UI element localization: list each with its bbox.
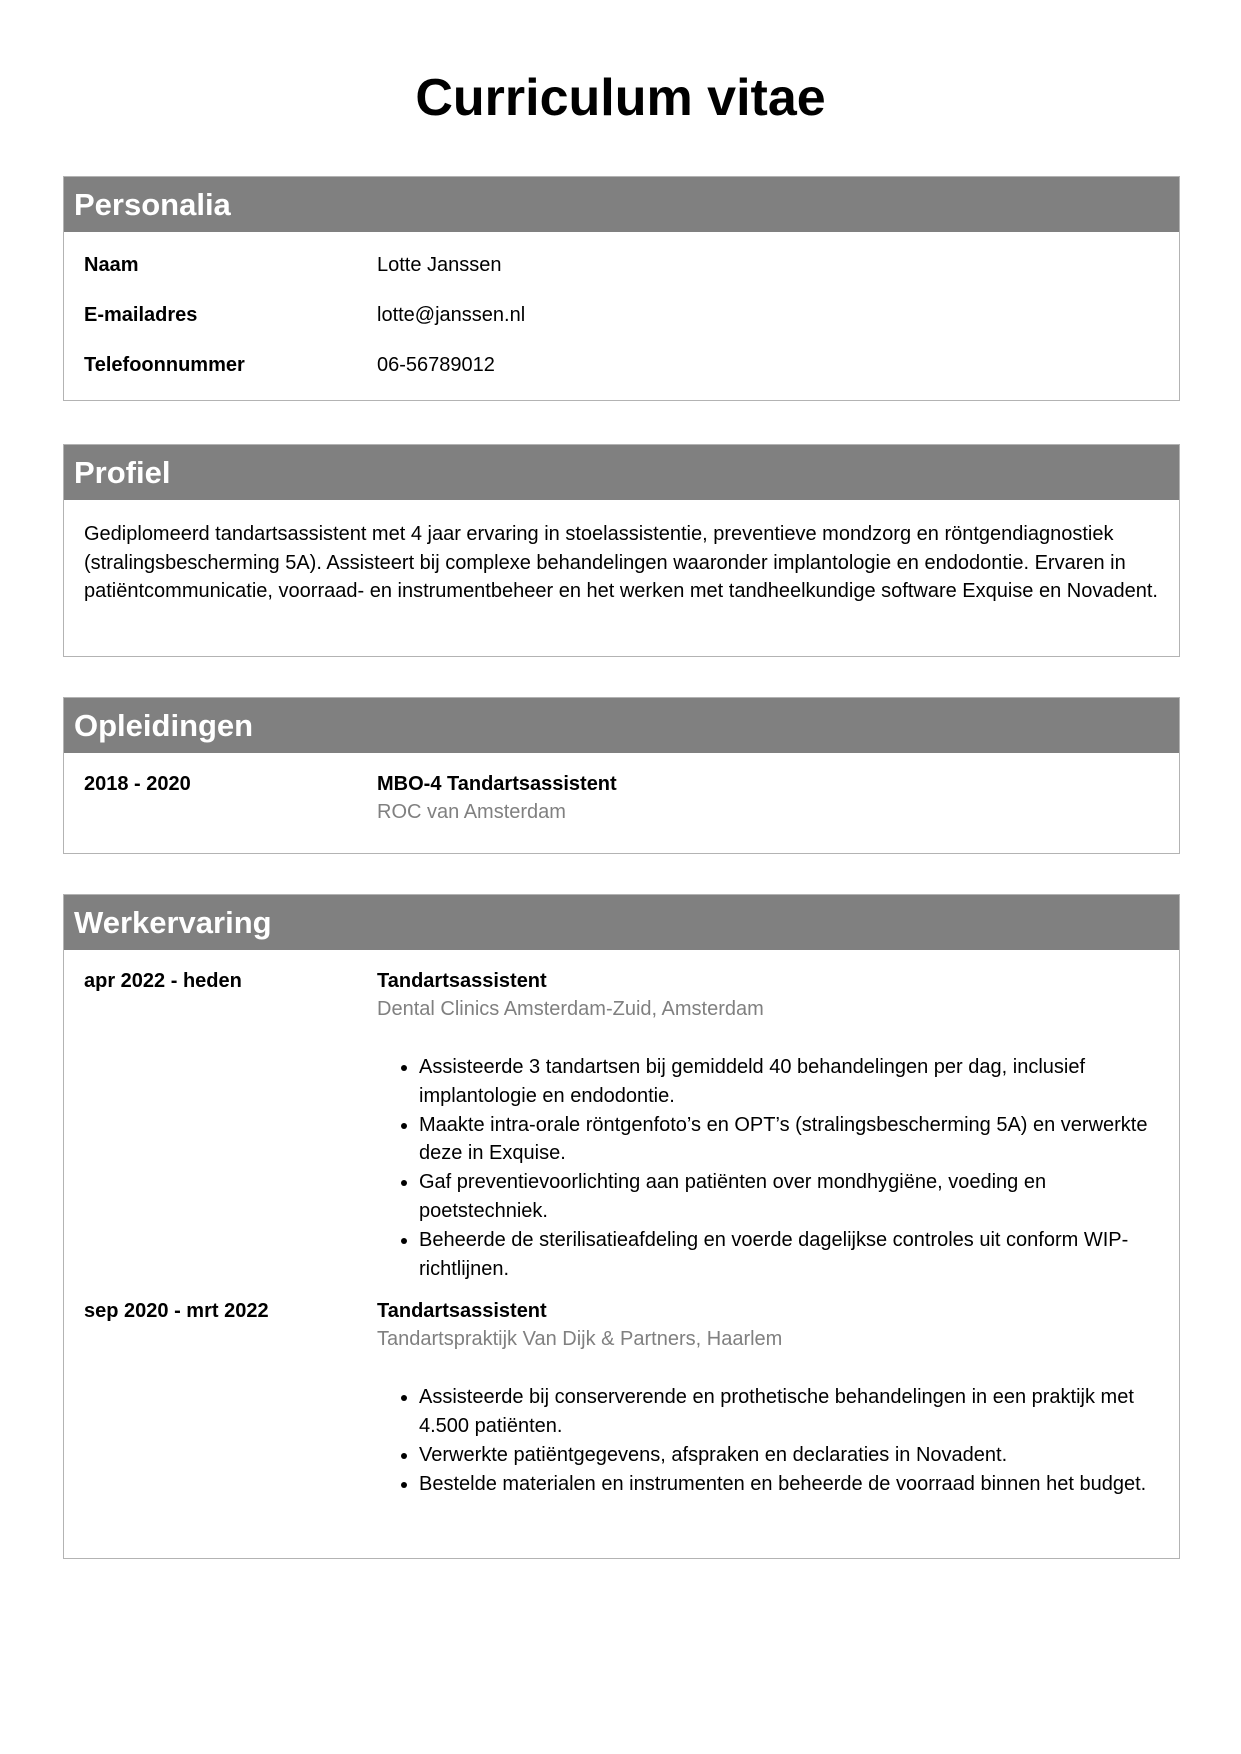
field-value: Lotte Janssen [377, 254, 502, 276]
profile-text: Gediplomeerd tandartsassistent met 4 jaar ervaring in stoelassistentie, preventieve mondzorg en röntgendiagnostiek (stralingsbescherming 5A). Assisteert bij complexe behandelingen waaronder implantologie en endodontie. Ervaren in patiëntcommunicatie, voorraad- en instrumentbeheer en het werken met tandheelkundige software Exquise en Novadent. [84, 523, 1158, 602]
section-personalia [63, 176, 1180, 401]
work-entry [64, 1283, 1179, 1498]
education-period: 2018 - 2020 [84, 773, 191, 795]
bullet-item: • Bestelde materialen en instrumenten en beheerde de voorraad binnen het budget. [419, 1470, 1159, 1499]
bullet-item: • Beheerde de sterilisatieafdeling en voerde dagelijkse controles uit conform WIP-richtlijnen. [419, 1226, 1159, 1284]
field-label: Telefoonnummer [84, 354, 245, 376]
field-value: lotte@janssen.nl [377, 304, 526, 326]
section-heading-profiel: Profiel [64, 445, 1179, 500]
section-werkervaring [63, 894, 1180, 1559]
field-label: E-mailadres [84, 304, 198, 326]
education-entry [64, 753, 1179, 826]
personalia-row-name [64, 253, 1179, 303]
work-period: apr 2022 - heden [84, 970, 242, 992]
work-period: sep 2020 - mrt 2022 [84, 1300, 269, 1323]
section-heading-werkervaring: Werkervaring [64, 895, 1179, 950]
bullet-item: • Maakte intra-orale röntgenfoto’s en OPT’s (stralingsbescherming 5A) en verwerkte deze in Exquise. [419, 1111, 1159, 1169]
education-institution: ROC van Amsterdam [377, 801, 566, 823]
bullet-item: • Assisteerde bij conserverende en prothetische behandelingen in een praktijk met 4.500 patiënten. [419, 1383, 1159, 1441]
bullet-item: • Assisteerde 3 tandartsen bij gemiddeld 40 behandelingen per dag, inclusief implantologie en endodontie. [419, 1053, 1159, 1111]
work-bullets [377, 1053, 1159, 1283]
section-heading-opleidingen: Opleidingen [64, 698, 1179, 753]
work-bullets [377, 1383, 1159, 1498]
bullet-item: • Verwerkte patiëntgegevens, afspraken en declaraties in Novadent. [419, 1441, 1159, 1470]
work-employer: Dental Clinics Amsterdam-Zuid, Amsterdam [377, 998, 764, 1020]
field-value: 06-56789012 [377, 354, 495, 376]
section-opleidingen [63, 697, 1180, 854]
document-title: Curriculum vitae [415, 69, 826, 127]
education-title: MBO-4 Tandartsassistent [377, 773, 617, 795]
work-title: Tandartsassistent [377, 970, 547, 992]
bullet-item: • Gaf preventievoorlichting aan patiënten over mondhygiëne, voeding en poetstechniek. [419, 1168, 1159, 1226]
section-heading-personalia: Personalia [64, 177, 1179, 232]
section-profiel [63, 444, 1180, 657]
personalia-row-email [64, 303, 1179, 353]
work-entry [64, 950, 1179, 1283]
personalia-row-phone [64, 353, 1179, 403]
work-employer: Tandartspraktijk Van Dijk & Partners, Haarlem [377, 1328, 783, 1351]
field-label: Naam [84, 254, 139, 276]
work-title: Tandartsassistent [377, 1300, 547, 1323]
